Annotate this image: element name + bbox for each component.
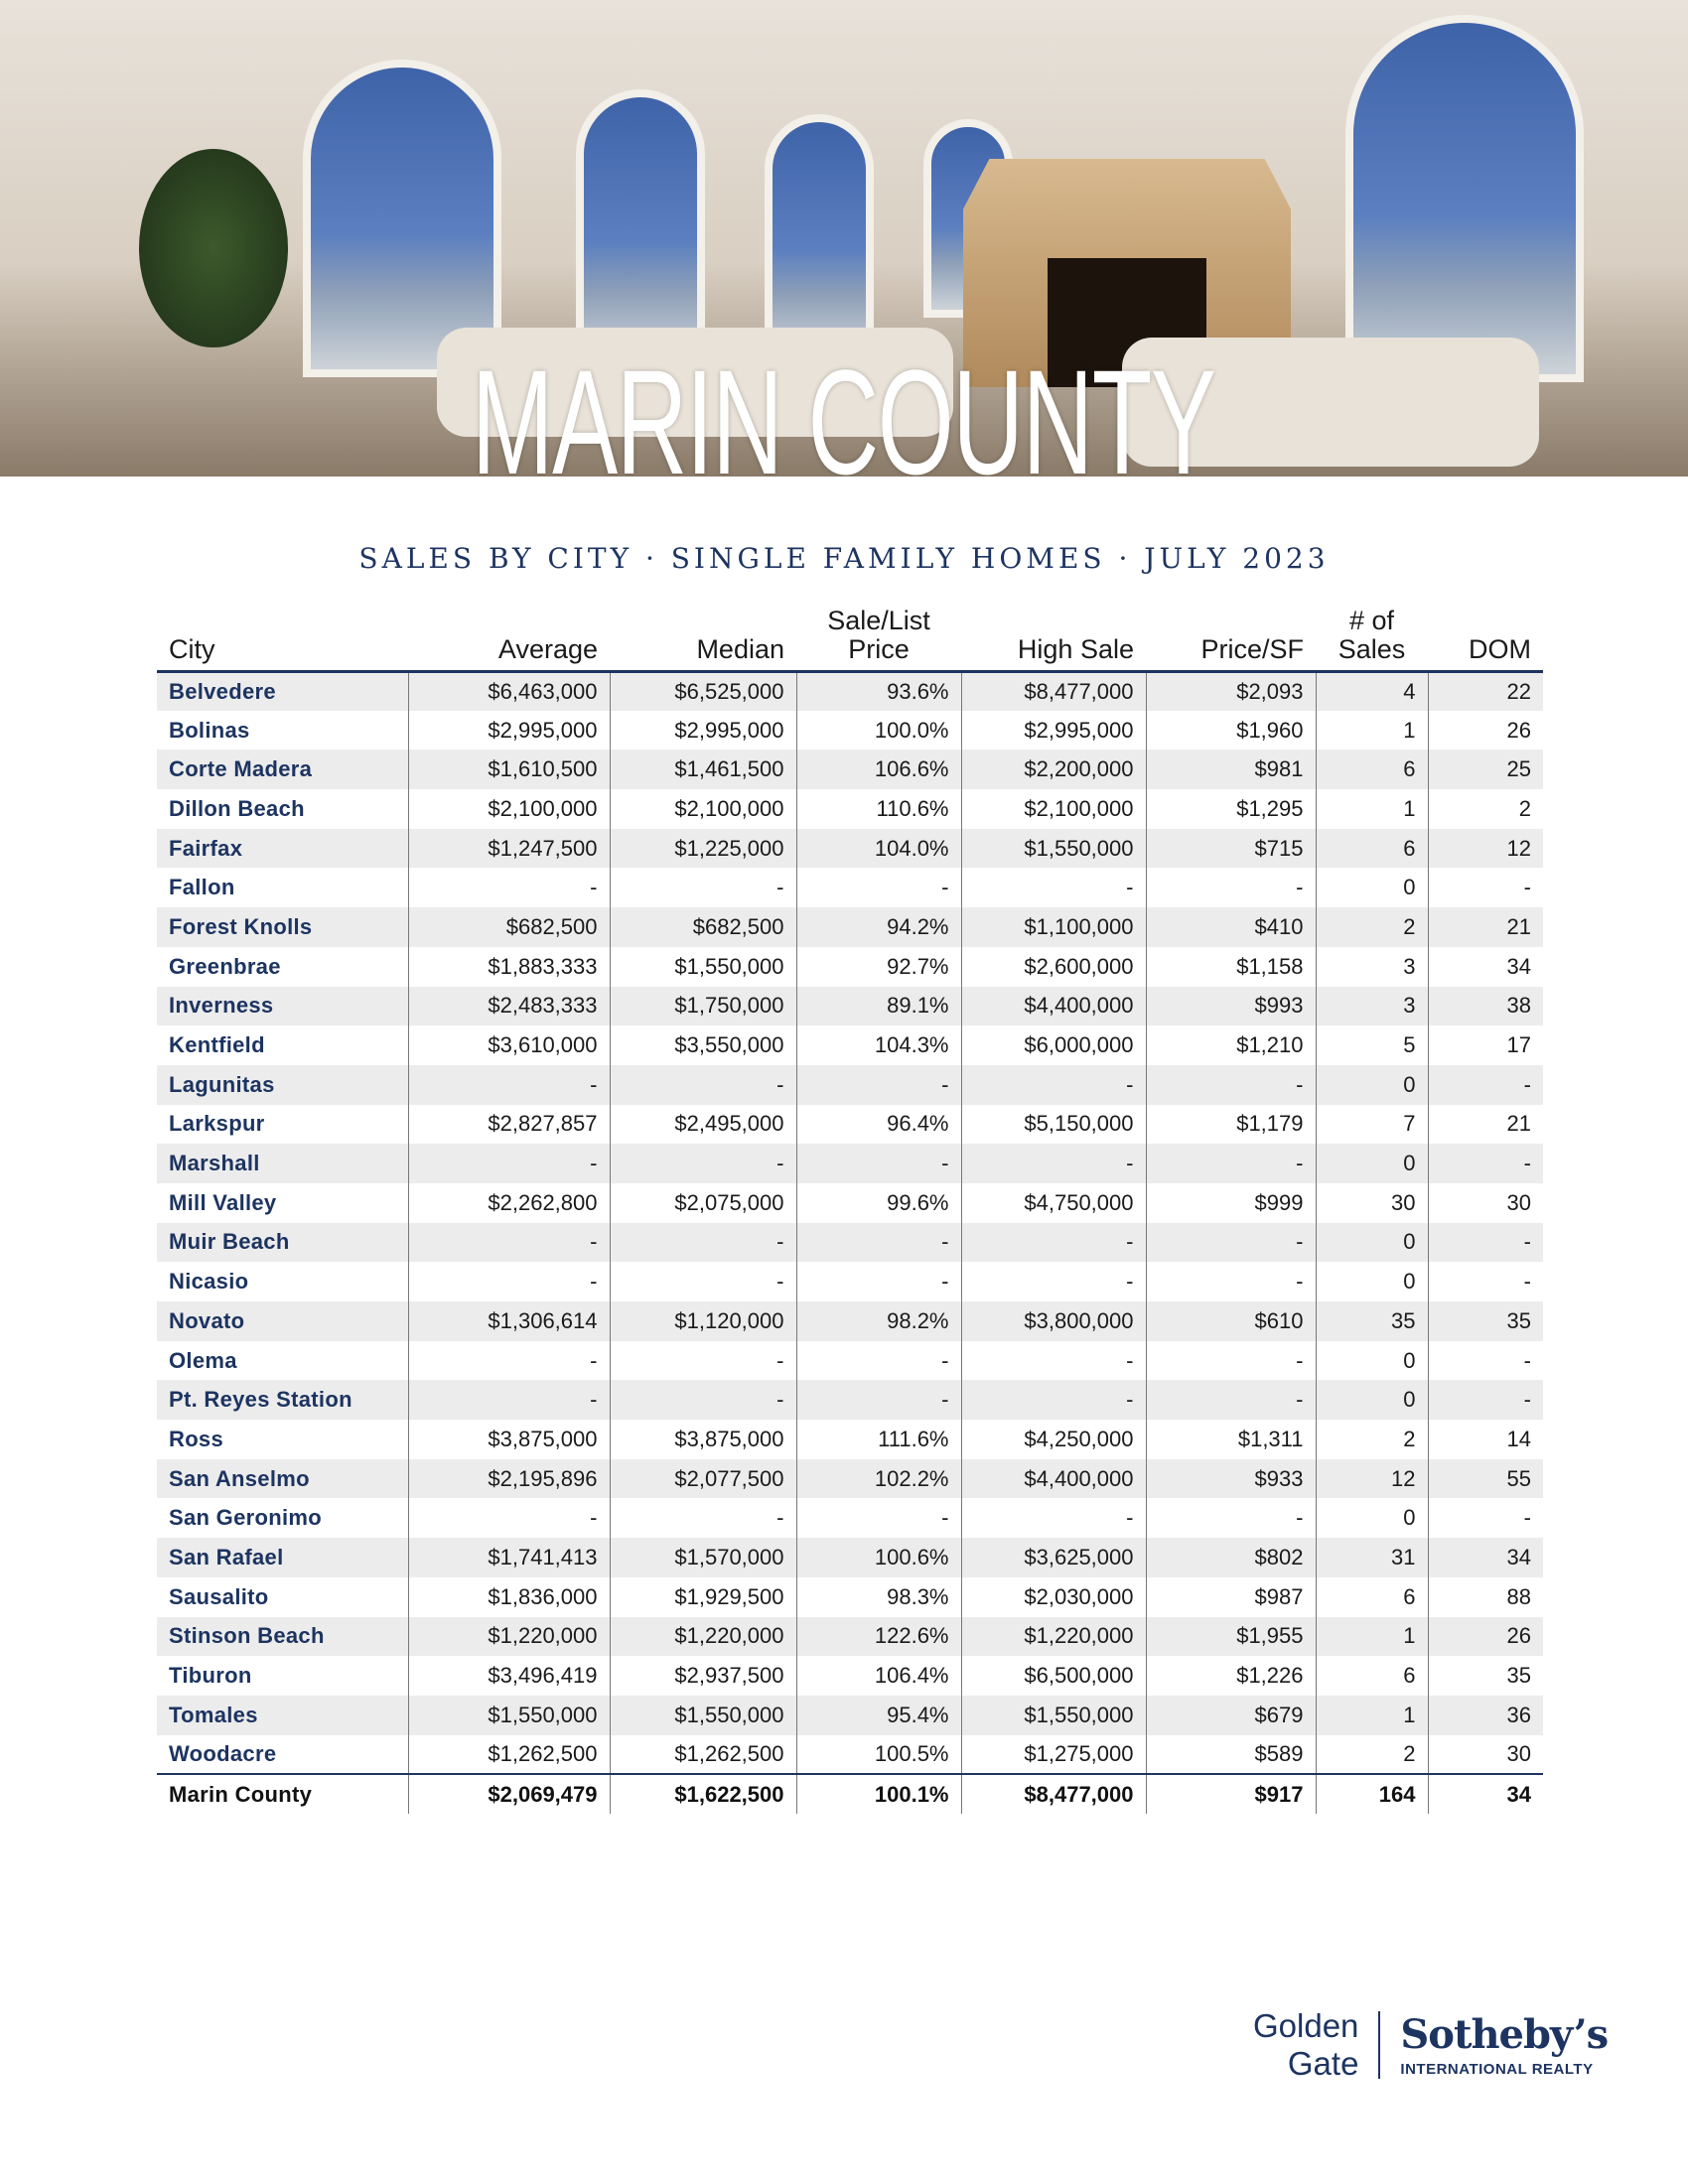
value-cell: - bbox=[796, 1223, 961, 1263]
value-cell: $1,120,000 bbox=[610, 1301, 796, 1341]
city-cell: Larkspur bbox=[169, 1111, 265, 1137]
value-cell: - bbox=[610, 1262, 796, 1301]
report-subtitle: SALES BY CITY · SINGLE FAMILY HOMES · JULY 2023 bbox=[358, 542, 1330, 575]
value-cell: $1,570,000 bbox=[610, 1538, 796, 1577]
city-cell: Novato bbox=[157, 1301, 408, 1341]
value-cell: 6 bbox=[1316, 1656, 1428, 1696]
city-cell: Greenbrae bbox=[169, 953, 281, 979]
value-cell: - bbox=[796, 1262, 961, 1301]
value-cell: 3 bbox=[1316, 947, 1428, 987]
value-cell: $3,800,000 bbox=[961, 1301, 1146, 1341]
value-cell: $1,550,000 bbox=[610, 1696, 796, 1735]
city-cell: San Rafael bbox=[157, 1538, 408, 1577]
value-cell: $6,000,000 bbox=[961, 1025, 1146, 1065]
value-cell: - bbox=[796, 1144, 961, 1183]
city-cell: Fallon bbox=[169, 875, 235, 900]
table-row bbox=[157, 868, 1543, 907]
value-cell: 122.6% bbox=[796, 1617, 961, 1657]
value-cell: 21 bbox=[1428, 1105, 1543, 1145]
table-row bbox=[157, 1183, 1543, 1223]
value-cell: - bbox=[1428, 1498, 1543, 1538]
value-cell: - bbox=[961, 1262, 1146, 1301]
value-cell: 98.2% bbox=[796, 1301, 961, 1341]
value-cell: - bbox=[408, 1498, 610, 1538]
value-cell: 12 bbox=[1316, 1459, 1428, 1499]
value-cell: 25 bbox=[1428, 750, 1543, 789]
value-cell: $2,495,000 bbox=[610, 1105, 796, 1145]
value-cell: $1,550,000 bbox=[961, 829, 1146, 869]
total-cell: $2,069,479 bbox=[408, 1774, 610, 1814]
value-cell: 98.3% bbox=[796, 1577, 961, 1617]
value-cell: $1,550,000 bbox=[408, 1696, 610, 1735]
value-cell: - bbox=[408, 1144, 610, 1183]
value-cell: $1,262,500 bbox=[408, 1735, 610, 1775]
value-cell: $4,400,000 bbox=[961, 1459, 1146, 1499]
value-cell: $2,100,000 bbox=[610, 789, 796, 829]
table-row bbox=[157, 1696, 1543, 1735]
value-cell: 104.0% bbox=[796, 829, 961, 869]
city-cell: Woodacre bbox=[169, 1740, 277, 1766]
city-cell: Nicasio bbox=[169, 1269, 249, 1295]
city-cell: San Anselmo bbox=[157, 1459, 408, 1499]
value-cell: $993 bbox=[1146, 987, 1316, 1026]
value-cell: 89.1% bbox=[796, 987, 961, 1026]
value-cell: $1,550,000 bbox=[610, 947, 796, 987]
value-cell: $2,075,000 bbox=[610, 1183, 796, 1223]
table-row bbox=[157, 1065, 1543, 1105]
value-cell: - bbox=[796, 1341, 961, 1381]
value-cell: $2,100,000 bbox=[961, 789, 1146, 829]
table-row bbox=[157, 671, 1543, 711]
table-row bbox=[157, 987, 1543, 1026]
city-cell: Pt. Reyes Station bbox=[157, 1380, 408, 1420]
value-cell: 31 bbox=[1316, 1538, 1428, 1577]
hero-photo bbox=[0, 0, 1688, 477]
value-cell: 34 bbox=[1428, 947, 1543, 987]
value-cell: $682,500 bbox=[610, 907, 796, 947]
arched-window bbox=[765, 114, 874, 362]
value-cell: $1,929,500 bbox=[610, 1577, 796, 1617]
value-cell: - bbox=[796, 1498, 961, 1538]
value-cell: 4 bbox=[1316, 671, 1428, 711]
value-cell: - bbox=[1428, 1065, 1543, 1105]
value-cell: 104.3% bbox=[796, 1025, 961, 1065]
value-cell: 111.6% bbox=[796, 1420, 961, 1459]
value-cell: $3,496,419 bbox=[408, 1656, 610, 1696]
value-cell: $1,610,500 bbox=[408, 750, 610, 789]
value-cell: $3,625,000 bbox=[961, 1538, 1146, 1577]
page-title: MARIN COUNTY bbox=[471, 339, 1215, 477]
value-cell: - bbox=[796, 868, 961, 907]
table-row bbox=[157, 1223, 1543, 1263]
value-cell: 2 bbox=[1316, 907, 1428, 947]
value-cell: $8,477,000 bbox=[961, 671, 1146, 711]
value-cell: $4,750,000 bbox=[961, 1183, 1146, 1223]
value-cell: $1,226 bbox=[1146, 1656, 1316, 1696]
value-cell: 6 bbox=[1316, 750, 1428, 789]
value-cell: 1 bbox=[1316, 1696, 1428, 1735]
value-cell: - bbox=[1146, 1380, 1316, 1420]
value-cell: 106.6% bbox=[796, 750, 961, 789]
value-cell: 100.0% bbox=[796, 711, 961, 751]
value-cell: 94.2% bbox=[796, 907, 961, 947]
city-cell: Kentfield bbox=[169, 1032, 265, 1058]
value-cell: - bbox=[796, 1380, 961, 1420]
value-cell: $1,210 bbox=[1146, 1025, 1316, 1065]
value-cell: $3,610,000 bbox=[408, 1025, 610, 1065]
value-cell: 36 bbox=[1428, 1696, 1543, 1735]
value-cell: $1,750,000 bbox=[610, 987, 796, 1026]
value-cell: $933 bbox=[1146, 1459, 1316, 1499]
total-cell: $1,622,500 bbox=[610, 1774, 796, 1814]
city-cell: Bolinas bbox=[169, 717, 250, 743]
value-cell: 30 bbox=[1428, 1735, 1543, 1775]
value-cell: 93.6% bbox=[796, 671, 961, 711]
value-cell: - bbox=[408, 1065, 610, 1105]
value-cell: $1,741,413 bbox=[408, 1538, 610, 1577]
value-cell: $2,827,857 bbox=[408, 1105, 610, 1145]
city-cell: Olema bbox=[169, 1347, 237, 1373]
value-cell: 0 bbox=[1316, 1380, 1428, 1420]
value-cell: 35 bbox=[1316, 1301, 1428, 1341]
total-cell: $8,477,000 bbox=[961, 1774, 1146, 1814]
value-cell: - bbox=[961, 1223, 1146, 1263]
value-cell: 26 bbox=[1428, 1617, 1543, 1657]
value-cell: - bbox=[961, 1144, 1146, 1183]
arched-window bbox=[576, 89, 705, 367]
value-cell: $1,550,000 bbox=[961, 1696, 1146, 1735]
value-cell: $1,311 bbox=[1146, 1420, 1316, 1459]
value-cell: 2 bbox=[1316, 1420, 1428, 1459]
value-cell: 5 bbox=[1316, 1025, 1428, 1065]
city-cell: Belvedere bbox=[157, 671, 408, 711]
value-cell: $981 bbox=[1146, 750, 1316, 789]
column-header: City bbox=[157, 594, 408, 671]
value-cell: $2,262,800 bbox=[408, 1183, 610, 1223]
value-cell: 0 bbox=[1316, 1065, 1428, 1105]
value-cell: - bbox=[610, 1498, 796, 1538]
table-row bbox=[157, 750, 1543, 789]
value-cell: $1,247,500 bbox=[408, 829, 610, 869]
table-row bbox=[157, 1341, 1543, 1381]
value-cell: $999 bbox=[1146, 1183, 1316, 1223]
table-row bbox=[157, 1420, 1543, 1459]
value-cell: - bbox=[408, 1223, 610, 1263]
city-cell: Mill Valley bbox=[169, 1189, 277, 1215]
table-row bbox=[157, 1735, 1543, 1775]
value-cell: - bbox=[1428, 1223, 1543, 1263]
value-cell: 99.6% bbox=[796, 1183, 961, 1223]
value-cell: $1,836,000 bbox=[408, 1577, 610, 1617]
value-cell: $1,220,000 bbox=[961, 1617, 1146, 1657]
company-logo bbox=[1253, 2007, 1608, 2083]
value-cell: 0 bbox=[1316, 1223, 1428, 1263]
value-cell: 95.4% bbox=[796, 1696, 961, 1735]
table-row bbox=[157, 1262, 1543, 1301]
value-cell: $1,306,614 bbox=[408, 1301, 610, 1341]
table-row bbox=[157, 1301, 1543, 1341]
value-cell: $1,158 bbox=[1146, 947, 1316, 987]
value-cell: $2,077,500 bbox=[610, 1459, 796, 1499]
column-header: High Sale bbox=[961, 594, 1146, 671]
value-cell: 21 bbox=[1428, 907, 1543, 947]
value-cell: - bbox=[1428, 1144, 1543, 1183]
value-cell: $1,883,333 bbox=[408, 947, 610, 987]
value-cell: - bbox=[408, 1341, 610, 1381]
value-cell: $410 bbox=[1146, 907, 1316, 947]
value-cell: - bbox=[1146, 868, 1316, 907]
column-header: Median bbox=[610, 594, 796, 671]
table-row bbox=[157, 1144, 1543, 1183]
city-cell: Muir Beach bbox=[157, 1223, 408, 1263]
value-cell: 92.7% bbox=[796, 947, 961, 987]
value-cell: 6 bbox=[1316, 829, 1428, 869]
value-cell: 88 bbox=[1428, 1577, 1543, 1617]
value-cell: - bbox=[961, 868, 1146, 907]
table-row bbox=[157, 1459, 1543, 1499]
logo-tagline: INTERNATIONAL REALTY bbox=[1400, 2060, 1594, 2078]
value-cell: 100.5% bbox=[796, 1735, 961, 1775]
value-cell: $3,875,000 bbox=[610, 1420, 796, 1459]
sales-table bbox=[157, 594, 1543, 1814]
city-cell: Ross bbox=[169, 1426, 223, 1451]
value-cell: $5,150,000 bbox=[961, 1105, 1146, 1145]
table-row bbox=[157, 907, 1543, 947]
value-cell: 0 bbox=[1316, 868, 1428, 907]
city-cell: Stinson Beach bbox=[157, 1617, 408, 1657]
value-cell: $1,461,500 bbox=[610, 750, 796, 789]
table-row bbox=[157, 1656, 1543, 1696]
value-cell: - bbox=[610, 1144, 796, 1183]
table-row bbox=[157, 1538, 1543, 1577]
table-row bbox=[157, 1105, 1543, 1145]
value-cell: $1,225,000 bbox=[610, 829, 796, 869]
value-cell: $2,093 bbox=[1146, 671, 1316, 711]
total-cell: 34 bbox=[1428, 1774, 1543, 1814]
table-row bbox=[157, 1025, 1543, 1065]
value-cell: 96.4% bbox=[796, 1105, 961, 1145]
value-cell: - bbox=[408, 868, 610, 907]
value-cell: 1 bbox=[1316, 1617, 1428, 1657]
value-cell: - bbox=[961, 1498, 1146, 1538]
value-cell: - bbox=[1428, 1341, 1543, 1381]
logo-divider bbox=[1378, 2011, 1380, 2079]
city-cell: Marshall bbox=[157, 1144, 408, 1183]
value-cell: 26 bbox=[1428, 711, 1543, 751]
value-cell: 110.6% bbox=[796, 789, 961, 829]
value-cell: $1,295 bbox=[1146, 789, 1316, 829]
city-cell: Tomales bbox=[157, 1696, 408, 1735]
city-cell: Fairfax bbox=[157, 829, 408, 869]
column-header: DOM bbox=[1428, 594, 1543, 671]
value-cell: 17 bbox=[1428, 1025, 1543, 1065]
value-cell: - bbox=[610, 868, 796, 907]
value-cell: - bbox=[1146, 1262, 1316, 1301]
value-cell: $715 bbox=[1146, 829, 1316, 869]
value-cell: $6,500,000 bbox=[961, 1656, 1146, 1696]
value-cell: - bbox=[961, 1341, 1146, 1381]
value-cell: $1,955 bbox=[1146, 1617, 1316, 1657]
value-cell: $6,463,000 bbox=[408, 671, 610, 711]
logo-golden: Golden bbox=[1253, 2007, 1359, 2044]
value-cell: $1,220,000 bbox=[408, 1617, 610, 1657]
value-cell: $987 bbox=[1146, 1577, 1316, 1617]
value-cell: 2 bbox=[1428, 789, 1543, 829]
column-header: Average bbox=[408, 594, 610, 671]
value-cell: - bbox=[1146, 1065, 1316, 1105]
value-cell: $2,030,000 bbox=[961, 1577, 1146, 1617]
table-row bbox=[157, 1380, 1543, 1420]
column-header: Price/SF bbox=[1146, 594, 1316, 671]
city-cell: Forest Knolls bbox=[157, 907, 408, 947]
city-cell: Dillon Beach bbox=[169, 795, 305, 821]
value-cell: 38 bbox=[1428, 987, 1543, 1026]
value-cell: - bbox=[1428, 1380, 1543, 1420]
value-cell: $2,995,000 bbox=[408, 711, 610, 751]
value-cell: $682,500 bbox=[408, 907, 610, 947]
value-cell: 100.6% bbox=[796, 1538, 961, 1577]
value-cell: $1,960 bbox=[1146, 711, 1316, 751]
value-cell: - bbox=[1146, 1144, 1316, 1183]
value-cell: - bbox=[1146, 1223, 1316, 1263]
value-cell: - bbox=[408, 1380, 610, 1420]
value-cell: $2,195,896 bbox=[408, 1459, 610, 1499]
column-header: Sale/List Price bbox=[796, 594, 961, 671]
value-cell: $610 bbox=[1146, 1301, 1316, 1341]
value-cell: $1,275,000 bbox=[961, 1735, 1146, 1775]
value-cell: $679 bbox=[1146, 1696, 1316, 1735]
city-cell: Inverness bbox=[157, 987, 408, 1026]
value-cell: 6 bbox=[1316, 1577, 1428, 1617]
value-cell: $2,483,333 bbox=[408, 987, 610, 1026]
value-cell: 1 bbox=[1316, 789, 1428, 829]
value-cell: 3 bbox=[1316, 987, 1428, 1026]
value-cell: - bbox=[1428, 1262, 1543, 1301]
value-cell: $2,937,500 bbox=[610, 1656, 796, 1696]
value-cell: - bbox=[610, 1223, 796, 1263]
column-header: # of Sales bbox=[1316, 594, 1428, 671]
table-row bbox=[157, 711, 1543, 751]
value-cell: - bbox=[610, 1341, 796, 1381]
table-row bbox=[157, 1577, 1543, 1617]
value-cell: - bbox=[1146, 1498, 1316, 1538]
value-cell: 35 bbox=[1428, 1656, 1543, 1696]
value-cell: - bbox=[610, 1380, 796, 1420]
value-cell: $6,525,000 bbox=[610, 671, 796, 711]
value-cell: 7 bbox=[1316, 1105, 1428, 1145]
value-cell: $2,600,000 bbox=[961, 947, 1146, 987]
value-cell: - bbox=[1428, 868, 1543, 907]
value-cell: 2 bbox=[1316, 1735, 1428, 1775]
value-cell: - bbox=[796, 1065, 961, 1105]
total-label: Marin County bbox=[157, 1774, 408, 1814]
total-cell: 100.1% bbox=[796, 1774, 961, 1814]
city-cell: Tiburon bbox=[169, 1663, 252, 1689]
value-cell: 35 bbox=[1428, 1301, 1543, 1341]
value-cell: $2,995,000 bbox=[961, 711, 1146, 751]
value-cell: 30 bbox=[1428, 1183, 1543, 1223]
value-cell: 1 bbox=[1316, 711, 1428, 751]
plant bbox=[139, 149, 288, 347]
total-cell: $917 bbox=[1146, 1774, 1316, 1814]
value-cell: 0 bbox=[1316, 1498, 1428, 1538]
value-cell: $1,220,000 bbox=[610, 1617, 796, 1657]
value-cell: $1,179 bbox=[1146, 1105, 1316, 1145]
value-cell: $1,262,500 bbox=[610, 1735, 796, 1775]
value-cell: - bbox=[408, 1262, 610, 1301]
value-cell: $3,875,000 bbox=[408, 1420, 610, 1459]
value-cell: 55 bbox=[1428, 1459, 1543, 1499]
value-cell: $589 bbox=[1146, 1735, 1316, 1775]
value-cell: - bbox=[961, 1380, 1146, 1420]
table-row bbox=[157, 1498, 1543, 1538]
table-row bbox=[157, 1617, 1543, 1657]
value-cell: $1,100,000 bbox=[961, 907, 1146, 947]
value-cell: $802 bbox=[1146, 1538, 1316, 1577]
value-cell: 14 bbox=[1428, 1420, 1543, 1459]
value-cell: 0 bbox=[1316, 1341, 1428, 1381]
value-cell: 12 bbox=[1428, 829, 1543, 869]
total-cell: 164 bbox=[1316, 1774, 1428, 1814]
value-cell: $3,550,000 bbox=[610, 1025, 796, 1065]
value-cell: 0 bbox=[1316, 1144, 1428, 1183]
arched-window bbox=[1345, 15, 1584, 382]
value-cell: $2,995,000 bbox=[610, 711, 796, 751]
value-cell: - bbox=[1146, 1341, 1316, 1381]
logo-brand: Sotheby’s bbox=[1400, 2010, 1609, 2058]
city-cell: Corte Madera bbox=[157, 750, 408, 789]
city-cell: Lagunitas bbox=[157, 1065, 408, 1105]
value-cell: 30 bbox=[1316, 1183, 1428, 1223]
city-cell: Sausalito bbox=[169, 1583, 269, 1609]
value-cell: 34 bbox=[1428, 1538, 1543, 1577]
value-cell: - bbox=[961, 1065, 1146, 1105]
logo-gate: Gate bbox=[1287, 2045, 1359, 2082]
value-cell: $2,200,000 bbox=[961, 750, 1146, 789]
value-cell: $2,100,000 bbox=[408, 789, 610, 829]
value-cell: - bbox=[610, 1065, 796, 1105]
value-cell: 0 bbox=[1316, 1262, 1428, 1301]
value-cell: $4,250,000 bbox=[961, 1420, 1146, 1459]
value-cell: $4,400,000 bbox=[961, 987, 1146, 1026]
value-cell: 22 bbox=[1428, 671, 1543, 711]
table-row bbox=[157, 829, 1543, 869]
city-cell: San Geronimo bbox=[169, 1505, 322, 1531]
value-cell: 106.4% bbox=[796, 1656, 961, 1696]
total-row bbox=[157, 1774, 1543, 1814]
table-row bbox=[157, 947, 1543, 987]
table-row bbox=[157, 789, 1543, 829]
value-cell: 102.2% bbox=[796, 1459, 961, 1499]
